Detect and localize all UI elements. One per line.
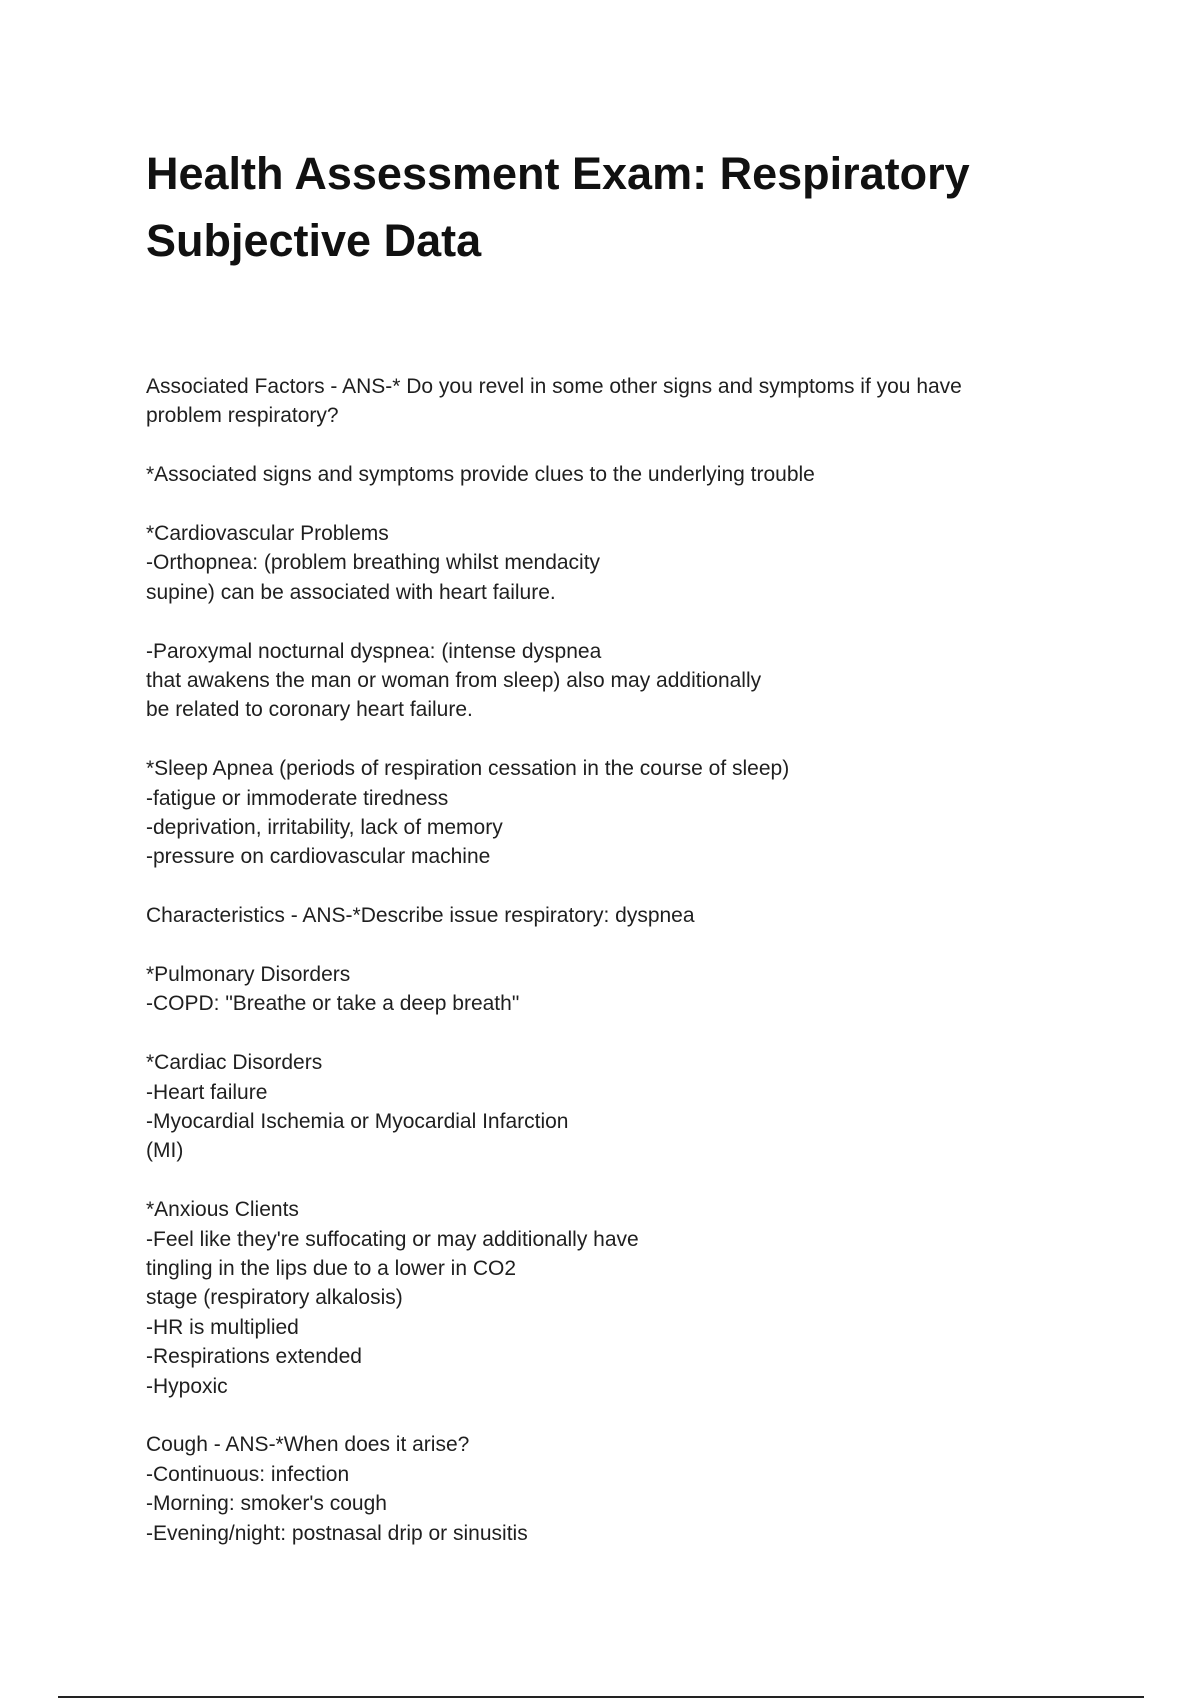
text-line: be related to coronary heart failure. bbox=[146, 698, 473, 722]
paragraph bbox=[146, 754, 1046, 872]
text-line: *Sleep Apnea (periods of respiration cessation in the course of sleep) bbox=[146, 757, 790, 781]
text-line: -Heart failure bbox=[146, 1080, 268, 1104]
text-line: *Associated signs and symptoms provide clues to the underlying trouble bbox=[146, 463, 815, 487]
paragraph bbox=[146, 372, 1046, 431]
text-line: -Respirations extended bbox=[146, 1345, 362, 1369]
text-line: -Myocardial Ischemia or Myocardial Infarction bbox=[146, 1110, 569, 1134]
paragraph bbox=[146, 901, 1046, 930]
title-line-2: Subjective Data bbox=[146, 215, 482, 266]
text-line: -deprivation, irritability, lack of memory bbox=[146, 816, 503, 840]
title-line-1: Health Assessment Exam: Respiratory bbox=[146, 148, 970, 199]
text-line: *Anxious Clients bbox=[146, 1198, 299, 1222]
text-line: -Hypoxic bbox=[146, 1374, 228, 1398]
footer-divider bbox=[58, 1696, 1144, 1698]
text-line: supine) can be associated with heart failure. bbox=[146, 580, 556, 604]
paragraph bbox=[146, 1195, 1046, 1401]
document-body bbox=[146, 372, 1046, 1548]
text-line: -Evening/night: postnasal drip or sinusitis bbox=[146, 1521, 528, 1545]
text-line: -Continuous: infection bbox=[146, 1462, 350, 1486]
text-line: *Pulmonary Disorders bbox=[146, 963, 351, 987]
paragraph bbox=[146, 960, 1046, 1019]
text-line: *Cardiovascular Problems bbox=[146, 522, 389, 545]
text-line: -Morning: smoker's cough bbox=[146, 1492, 387, 1516]
text-line: -fatigue or immoderate tiredness bbox=[146, 786, 449, 810]
text-line: tingling in the lips due to a lower in CO2 bbox=[146, 1257, 517, 1281]
paragraph bbox=[146, 637, 1046, 725]
paragraph bbox=[146, 519, 1046, 607]
paragraph bbox=[146, 1430, 1046, 1548]
text-line: problem respiratory? bbox=[146, 404, 339, 428]
text-line: *Cardiac Disorders bbox=[146, 1051, 323, 1075]
page-title bbox=[146, 140, 1046, 274]
text-line: Cough - ANS-*When does it arise? bbox=[146, 1433, 470, 1457]
text-line: -Feel like they're suffocating or may additionally have bbox=[146, 1227, 639, 1251]
text-line: -COPD: "Breathe or take a deep breath" bbox=[146, 992, 520, 1016]
text-line: -Paroxymal nocturnal dyspnea: (intense dyspnea bbox=[146, 639, 602, 663]
paragraph bbox=[146, 460, 1046, 489]
text-line: (MI) bbox=[146, 1139, 184, 1163]
text-line: that awakens the man or woman from sleep) also may additionally bbox=[146, 669, 762, 693]
text-line: -HR is multiplied bbox=[146, 1315, 299, 1339]
text-line: -Orthopnea: (problem breathing whilst mendacity bbox=[146, 551, 601, 575]
text-line: Associated Factors - ANS-* Do you revel in some other signs and symptoms if you have bbox=[146, 375, 962, 398]
text-line: Characteristics - ANS-*Describe issue respiratory: dyspnea bbox=[146, 904, 695, 928]
paragraph bbox=[146, 1048, 1046, 1166]
text-line: stage (respiratory alkalosis) bbox=[146, 1286, 403, 1310]
text-line: -pressure on cardiovascular machine bbox=[146, 845, 491, 869]
